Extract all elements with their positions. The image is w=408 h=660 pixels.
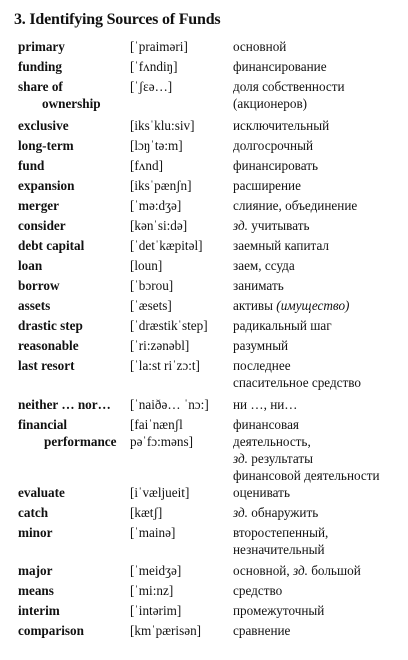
term-comparison: comparison bbox=[18, 623, 84, 638]
tr-line: второстепенный, bbox=[233, 525, 329, 540]
tr-expansion: расширение bbox=[233, 178, 301, 193]
tr-consider bbox=[233, 217, 310, 234]
term-funding: funding bbox=[18, 59, 62, 74]
tr-text: обнаружить bbox=[247, 505, 319, 520]
term-expansion: expansion bbox=[18, 178, 75, 193]
pron-primary: [ˈpraiməri] bbox=[130, 39, 188, 54]
tr-merger: слияние, объединение bbox=[233, 198, 358, 213]
term-evaluate: evaluate bbox=[18, 485, 65, 500]
abbr-label: зд. bbox=[233, 505, 248, 520]
tr-debt-capital: заемный капитал bbox=[233, 238, 330, 253]
tr-line: деятельность, bbox=[233, 434, 311, 449]
tr-fund: финансировать bbox=[233, 158, 319, 173]
pron-share-of-ownership: [ˈʃεə…] bbox=[130, 79, 173, 94]
term-neither-nor: neither … nor… bbox=[18, 397, 111, 412]
pron-neither-nor: [ˈnaiðə… ˈnɔ:] bbox=[130, 397, 209, 412]
tr-long-term: долгосрочный bbox=[233, 138, 314, 153]
pron-long-term: [lɔŋˈtə:m] bbox=[130, 138, 183, 153]
term-fund: fund bbox=[18, 158, 45, 173]
term-borrow: borrow bbox=[18, 278, 60, 293]
pron-drastic-step: [ˈdræstikˈstep] bbox=[130, 318, 208, 333]
term-line: share of bbox=[18, 79, 63, 94]
term-financial-performance bbox=[18, 416, 117, 450]
tr-interim: промежуточный bbox=[233, 603, 325, 618]
tr-line: (акционеров) bbox=[233, 96, 308, 111]
term-primary: primary bbox=[18, 39, 65, 54]
pron-financial-performance bbox=[130, 416, 193, 450]
tr-catch bbox=[233, 504, 318, 521]
tr-borrow: занимать bbox=[233, 278, 284, 293]
abbr-label: зд. bbox=[292, 563, 308, 578]
term-assets: assets bbox=[18, 298, 51, 313]
pron-merger: [ˈmə:dʒə] bbox=[130, 198, 182, 213]
pron-line: pəˈfɔ:məns] bbox=[130, 434, 193, 449]
term-interim: interim bbox=[18, 603, 60, 618]
pron-major: [ˈmeidʒə] bbox=[130, 563, 182, 578]
tr-evaluate: оценивать bbox=[233, 485, 290, 500]
pron-catch: [kætʃ] bbox=[130, 505, 163, 520]
pron-reasonable: [ˈri:zənəbl] bbox=[130, 338, 190, 353]
pron-debt-capital: [ˈdetˈkæpitəl] bbox=[130, 238, 203, 253]
section-title: 3. Identifying Sources of Funds bbox=[14, 11, 221, 28]
tr-last-resort bbox=[233, 357, 361, 391]
tr-line: финансовая bbox=[233, 417, 299, 432]
pron-expansion: [iksˈpænʃn] bbox=[130, 178, 192, 193]
pron-means: [ˈmi:nz] bbox=[130, 583, 174, 598]
pron-fund: [fʌnd] bbox=[130, 158, 163, 173]
tr-line: финансовой деятельности bbox=[233, 468, 380, 483]
tr-reasonable: разумный bbox=[233, 338, 289, 353]
tr-assets bbox=[233, 297, 349, 314]
term-minor: minor bbox=[18, 525, 53, 540]
tr-primary: основной bbox=[233, 39, 287, 54]
term-debt-capital: debt capital bbox=[18, 238, 85, 253]
tr-comparison: сравнение bbox=[233, 623, 291, 638]
term-means: means bbox=[18, 583, 54, 598]
term-last-resort: last resort bbox=[18, 358, 75, 373]
tr-neither-nor: ни …, ни… bbox=[233, 397, 298, 412]
term-exclusive: exclusive bbox=[18, 118, 69, 133]
tr-text: учитывать bbox=[247, 218, 310, 233]
tr-loan: заем, ссуда bbox=[233, 258, 295, 273]
pron-consider: [kənˈsi:də] bbox=[130, 218, 188, 233]
term-drastic-step: drastic step bbox=[18, 318, 83, 333]
term-share-of-ownership bbox=[18, 78, 101, 112]
tr-financial-performance bbox=[233, 416, 380, 484]
pron-borrow: [ˈbɔrou] bbox=[130, 278, 174, 293]
pron-loan: [loun] bbox=[130, 258, 163, 273]
pron-last-resort: [ˈla:st riˈzɔ:t] bbox=[130, 358, 200, 373]
term-long-term: long-term bbox=[18, 138, 74, 153]
tr-text: активы bbox=[233, 298, 277, 313]
pron-funding: [ˈfʌndiŋ] bbox=[130, 59, 178, 74]
term-catch: catch bbox=[18, 505, 49, 520]
term-reasonable: reasonable bbox=[18, 338, 79, 353]
tr-funding: финансирование bbox=[233, 59, 327, 74]
pron-minor: [ˈmainə] bbox=[130, 525, 176, 540]
pron-comparison: [kmˈpærisən] bbox=[130, 623, 202, 638]
tr-line: незначительный bbox=[233, 542, 325, 557]
pron-exclusive: [iksˈklu:siv] bbox=[130, 118, 195, 133]
tr-line: последнее bbox=[233, 358, 291, 373]
pron-evaluate: [iˈvæljueit] bbox=[130, 485, 190, 500]
tr-share-of-ownership bbox=[233, 78, 345, 112]
tr-exclusive: исключительный bbox=[233, 118, 330, 133]
pron-assets: [ˈæsets] bbox=[130, 298, 172, 313]
tr-italic: (имущество) bbox=[276, 298, 350, 313]
term-major: major bbox=[18, 563, 53, 578]
term-merger: merger bbox=[18, 198, 59, 213]
tr-minor bbox=[233, 524, 328, 558]
pron-interim: [ˈintərim] bbox=[130, 603, 182, 618]
tr-means: средство bbox=[233, 583, 283, 598]
term-loan: loan bbox=[18, 258, 43, 273]
term-consider: consider bbox=[18, 218, 66, 233]
pron-line: [faiˈnænʃl bbox=[130, 417, 183, 432]
tr-line: спасительное средство bbox=[233, 375, 362, 390]
tr-major bbox=[233, 562, 361, 579]
tr-text: основной, bbox=[233, 563, 293, 578]
tr-text: большой bbox=[307, 563, 361, 578]
term-line: financial bbox=[18, 417, 68, 432]
tr-drastic-step: радикальный шаг bbox=[233, 318, 332, 333]
abbr-label: зд. bbox=[233, 218, 248, 233]
tr-text: результаты bbox=[247, 451, 313, 466]
term-line: ownership bbox=[42, 96, 101, 111]
tr-line bbox=[233, 450, 380, 467]
tr-line: доля собственности bbox=[233, 79, 345, 94]
abbr-label: зд. bbox=[233, 451, 248, 466]
term-line: performance bbox=[44, 434, 117, 449]
